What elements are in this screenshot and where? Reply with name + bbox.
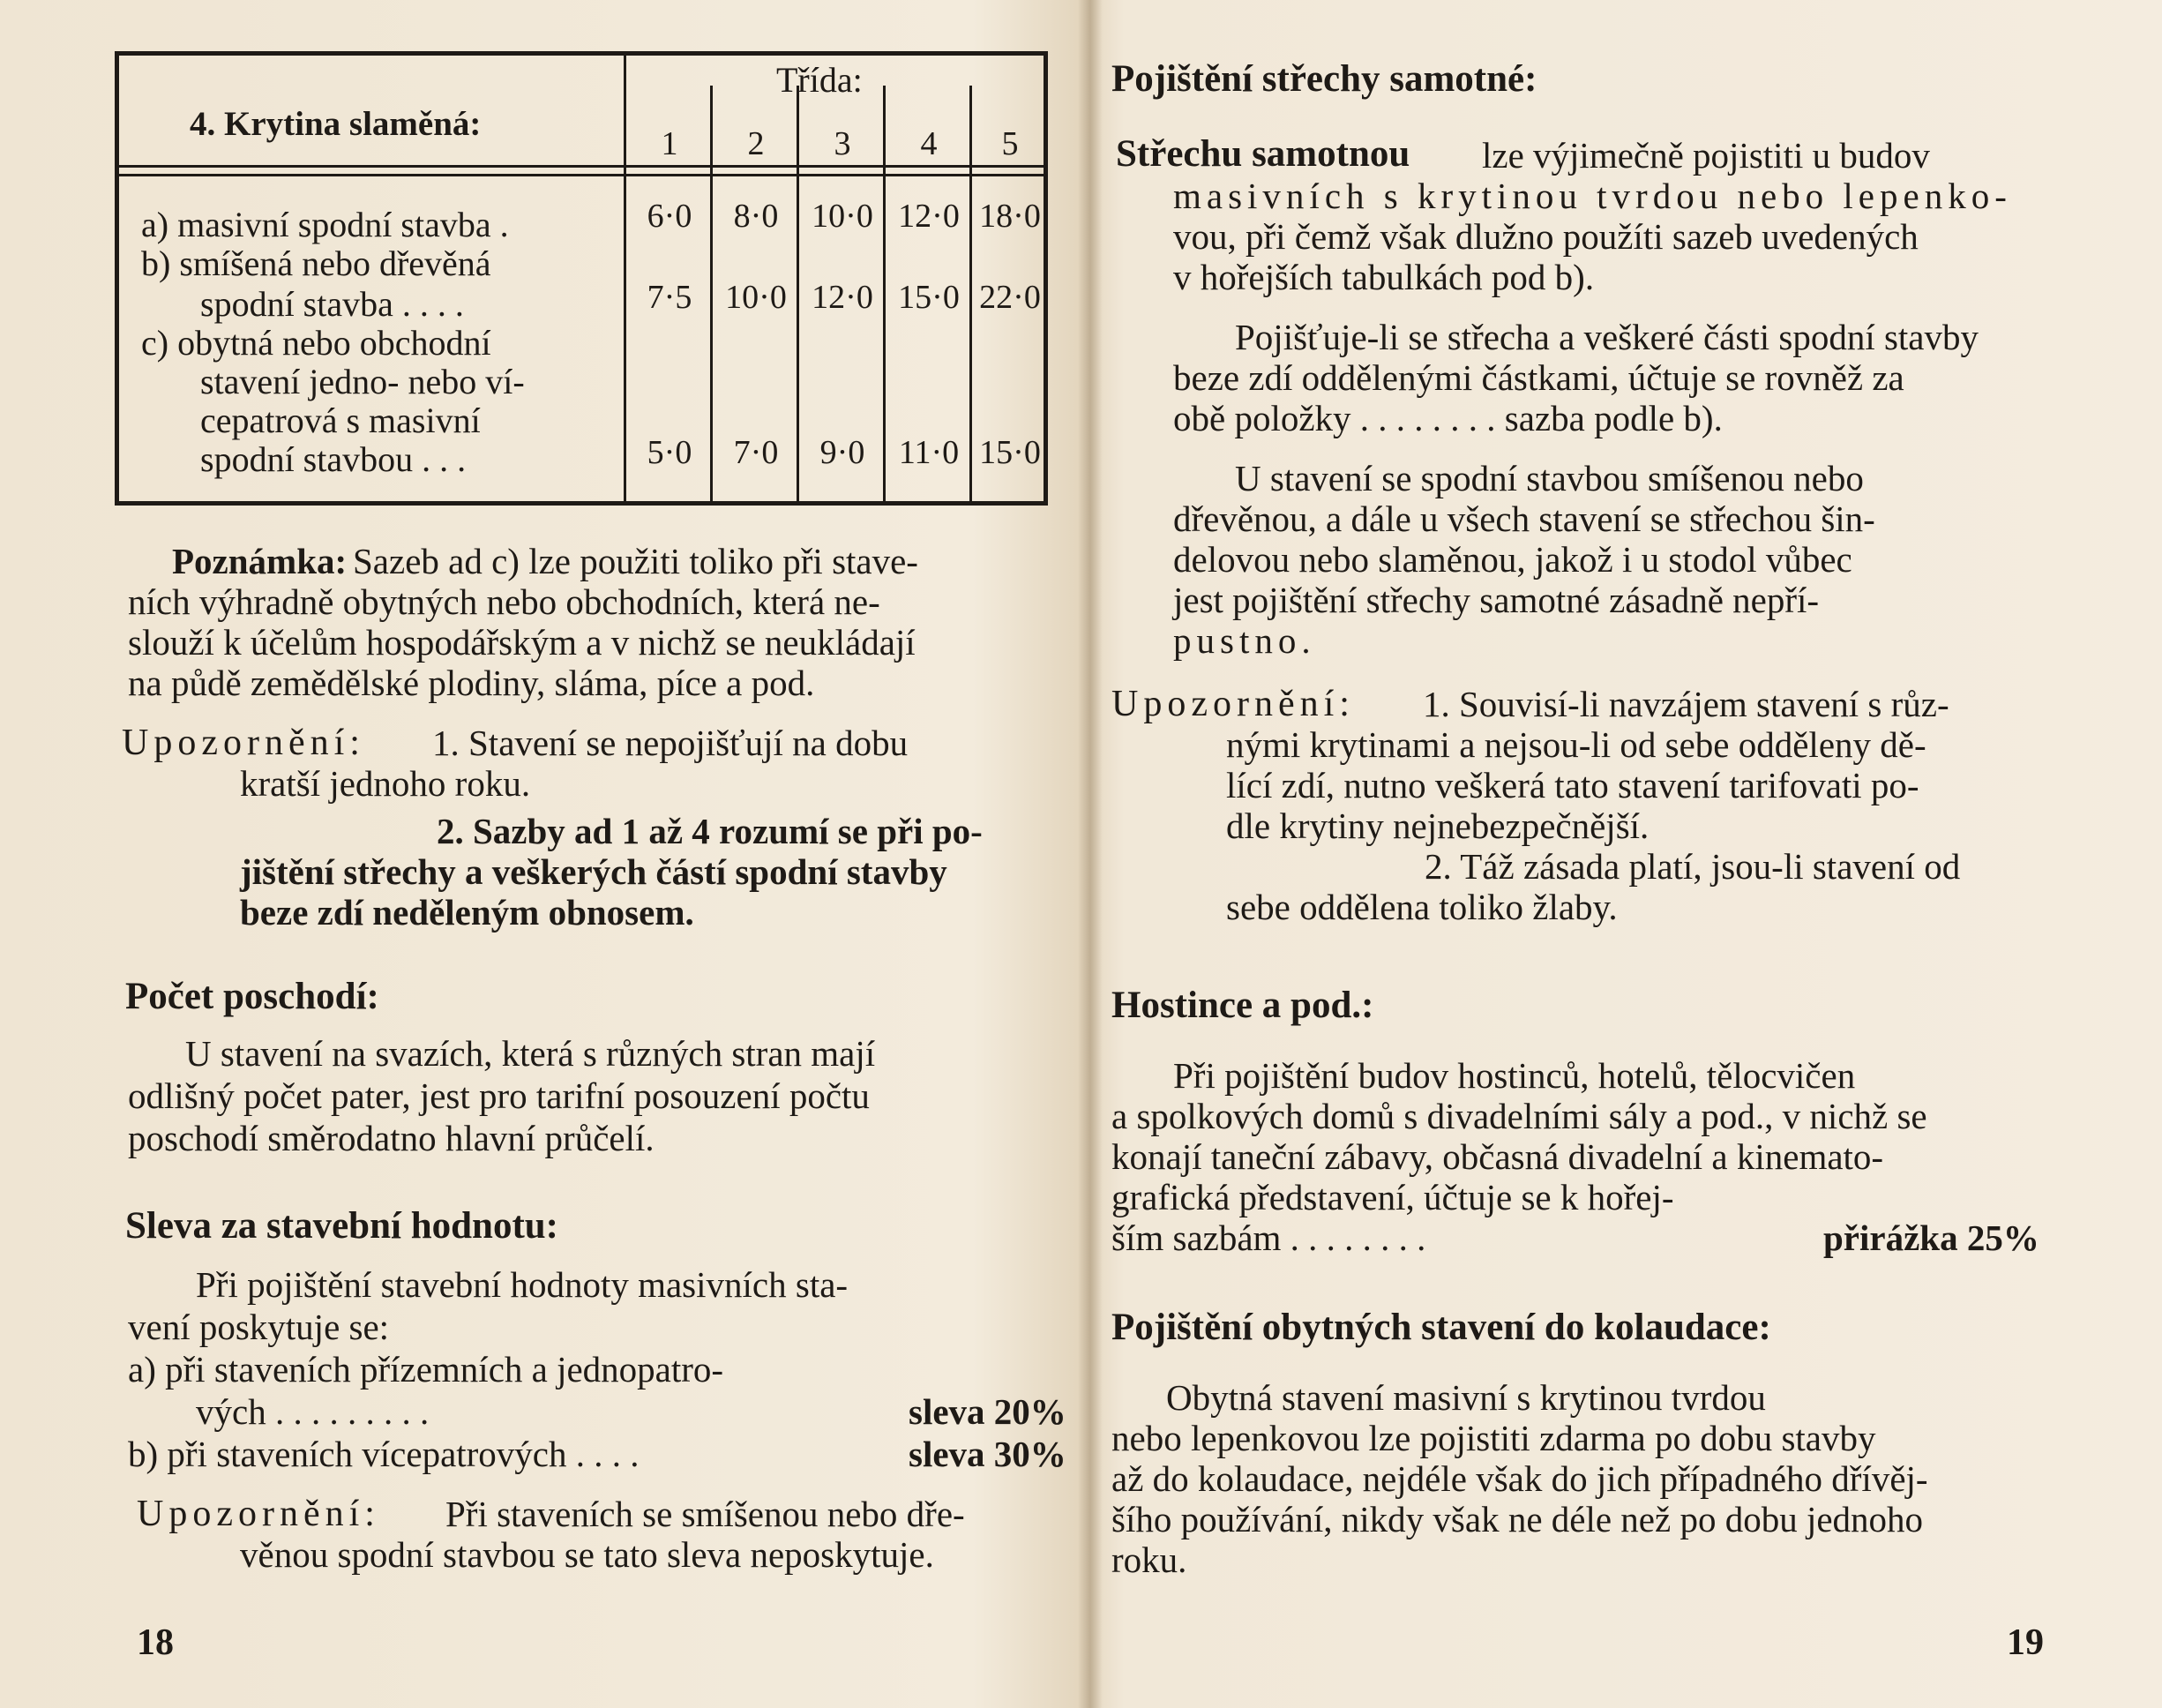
section-heading: Sleva za stavební hodnotu: <box>125 1205 558 1247</box>
class-header: 4 <box>920 125 938 162</box>
floors-line: odlišný počet pater, jest pro tarifní posouzení počtu <box>128 1075 870 1116</box>
residential-line: šího používání, nikdy však ne déle než po dobu jednoho <box>1111 1499 1924 1539</box>
rate-cell: 15·0 <box>979 434 1041 471</box>
roof-line: U stavení se spodní stavbou smíšenou nebo <box>1235 458 1864 498</box>
roof-line: beze zdí oddělenými částkami, účtuje se rovněž za <box>1173 357 1904 398</box>
row-c-label: c) obytná nebo obchodní <box>141 323 491 363</box>
table-title: 4. Krytina slaměná: <box>190 105 482 143</box>
row-c-label: spodní stavbou . . . <box>200 439 467 479</box>
residential-line: roku. <box>1111 1539 1187 1580</box>
warning-item-line: beze zdí neděleným obnosem. <box>240 892 694 933</box>
rate-cell: 8·0 <box>733 198 779 235</box>
page-18 <box>0 0 1078 1708</box>
page-number: 18 <box>137 1622 174 1663</box>
warning-label: Upozornění: <box>122 723 365 763</box>
roof-line: jest pojištění střechy samotné zásadně nepří- <box>1173 580 1820 620</box>
warning-item-line: dle krytiny nejnebezpečnější. <box>1226 805 1650 846</box>
class-header: 1 <box>661 125 678 162</box>
discount-line: vých . . . . . . . . . <box>196 1391 430 1432</box>
floors-line: U stavení na svazích, která s různých stran mají <box>185 1033 876 1074</box>
note-line: na půdě zemědělské plodiny, sláma, píce a pod. <box>128 663 815 703</box>
rate-cell: 18·0 <box>979 198 1041 235</box>
class-header: 3 <box>834 125 851 162</box>
warning-line: věnou spodní stavbou se tato sleva neposkytuje. <box>240 1534 934 1575</box>
row-a-label: a) masivní spodní stavba . <box>141 205 509 244</box>
warning-item-line: kratší jednoho roku. <box>240 763 531 804</box>
class-label: Třída: <box>776 60 863 100</box>
note-line: slouží k účelům hospodářským a v nichž se neukládají <box>128 622 916 663</box>
roof-line: obě položky . . . . . . . . sazba podle b). <box>1173 398 1723 438</box>
residential-line: až do kolaudace, nejdéle však do jich případného dřívěj- <box>1111 1458 1928 1499</box>
inns-line: konají taneční zábavy, občasná divadelní a kinemato- <box>1111 1136 1884 1177</box>
warning-item-line: nými krytinami a nejsou-li od sebe odděleny dě- <box>1226 724 1926 765</box>
roof-line: delovou nebo slaměnou, jakož i u stodol vůbec <box>1173 539 1852 580</box>
warning-item-line: 1. Souvisí-li navzájem stavení s růz- <box>1423 684 1949 724</box>
class-header: 2 <box>747 125 765 162</box>
roof-line: pustno. <box>1173 620 1316 661</box>
rate-cell: 15·0 <box>898 279 960 316</box>
row-c-label: cepatrová s masivní <box>200 401 481 440</box>
floors-line: poschodí směrodatno hlavní průčelí. <box>128 1118 655 1158</box>
book-gutter <box>1078 0 1103 1708</box>
roof-line: dřevěnou, a dále u všech stavení se střechou šin- <box>1173 498 1875 539</box>
rate-cell: 10·0 <box>812 198 873 235</box>
warning-label: Upozornění: <box>137 1494 380 1534</box>
rate-cell: 10·0 <box>725 279 787 316</box>
page-number: 19 <box>2007 1622 2044 1663</box>
warning-item-line: 1. Stavení se nepojišťují na dobu <box>432 723 909 763</box>
row-b-label: b) smíšená nebo dřevěná <box>141 243 491 283</box>
section-heading: Pojištění obytných stavení do kolaudace: <box>1111 1307 1771 1348</box>
inns-line: ším sazbám . . . . . . . . <box>1111 1217 1426 1258</box>
discount-line: vení poskytuje se: <box>128 1307 390 1347</box>
warning-item-line: lící zdí, nutno veškerá tato stavení tarifovati po- <box>1226 765 1919 805</box>
warning-item-line: sebe oddělena toliko žlaby. <box>1226 887 1618 927</box>
row-c-label: stavení jedno- nebo ví- <box>200 362 525 401</box>
roof-line: masivních s krytinou tvrdou nebo lepenko- <box>1173 176 2012 216</box>
rate-cell: 7·0 <box>733 434 779 471</box>
roof-line: vou, při čemž však dlužno použíti sazeb uvedených <box>1173 216 1919 257</box>
warning-item-line: 2. Sazby ad 1 až 4 rozumí se při po- <box>437 811 983 851</box>
rate-table <box>115 51 1048 506</box>
rate-cell: 9·0 <box>819 434 865 471</box>
discount-line: a) při staveních přízemních a jednopatro- <box>128 1349 724 1390</box>
section-heading: Počet poschodí: <box>125 976 379 1017</box>
table-header-rule <box>119 165 1044 168</box>
roof-lead: Střechu samotnou <box>1116 133 1410 175</box>
rate-cell: 22·0 <box>979 279 1041 316</box>
page-19 <box>1103 0 2162 1708</box>
inns-line: a spolkových domů s divadelními sály a pod., v nichž se <box>1111 1096 1927 1136</box>
rate-cell: 12·0 <box>812 279 873 316</box>
warning-label: Upozornění: <box>1111 684 1355 724</box>
note-line: Sazeb ad c) lze použiti toliko při stave- <box>353 541 918 581</box>
discount-line: Při pojištění stavební hodnoty masivních sta- <box>196 1264 849 1305</box>
discount-line: b) při staveních vícepatrových . . . . <box>128 1434 640 1474</box>
rate-cell: 6·0 <box>647 198 692 235</box>
roof-line: lze výjimečně pojistiti u budov <box>1482 135 1930 176</box>
roof-line: v hořejších tabulkách pod b). <box>1173 257 1595 297</box>
discount-value: sleva 20% <box>909 1391 1066 1432</box>
inns-line: grafická představení, účtuje se k hořej- <box>1111 1177 1674 1217</box>
section-heading: Hostince a pod.: <box>1111 985 1374 1026</box>
section-heading: Pojištění střechy samotné: <box>1111 58 1537 100</box>
warning-line: Při staveních se smíšenou nebo dře- <box>445 1494 965 1534</box>
table-header-rule <box>119 174 1044 176</box>
warning-item-line: jištění střechy a veškerých částí spodní stavby <box>240 851 947 892</box>
rate-cell: 11·0 <box>898 434 960 471</box>
row-b-label: spodní stavba . . . . <box>200 284 464 324</box>
note-line: ních výhradně obytných nebo obchodních, která ne- <box>128 581 880 622</box>
rate-cell: 7·5 <box>647 279 692 316</box>
roof-line: Pojišťuje-li se střecha a veškeré části spodní stavby <box>1235 317 1979 357</box>
warning-item-line: 2. Táž zásada platí, jsou-li stavení od <box>1425 846 1961 887</box>
discount-value: sleva 30% <box>909 1434 1066 1474</box>
rate-cell: 12·0 <box>898 198 960 235</box>
residential-line: nebo lepenkovou lze pojistiti zdarma po dobu stavby <box>1111 1418 1876 1458</box>
note-label: Poznámka: <box>172 541 348 581</box>
class-header: 5 <box>1001 125 1019 162</box>
surcharge-value: přirážka 25% <box>1823 1217 2039 1258</box>
inns-line: Při pojištění budov hostinců, hotelů, tělocvičen <box>1173 1055 1856 1096</box>
residential-line: Obytná stavení masivní s krytinou tvrdou <box>1166 1377 1766 1418</box>
rate-cell: 5·0 <box>647 434 692 471</box>
